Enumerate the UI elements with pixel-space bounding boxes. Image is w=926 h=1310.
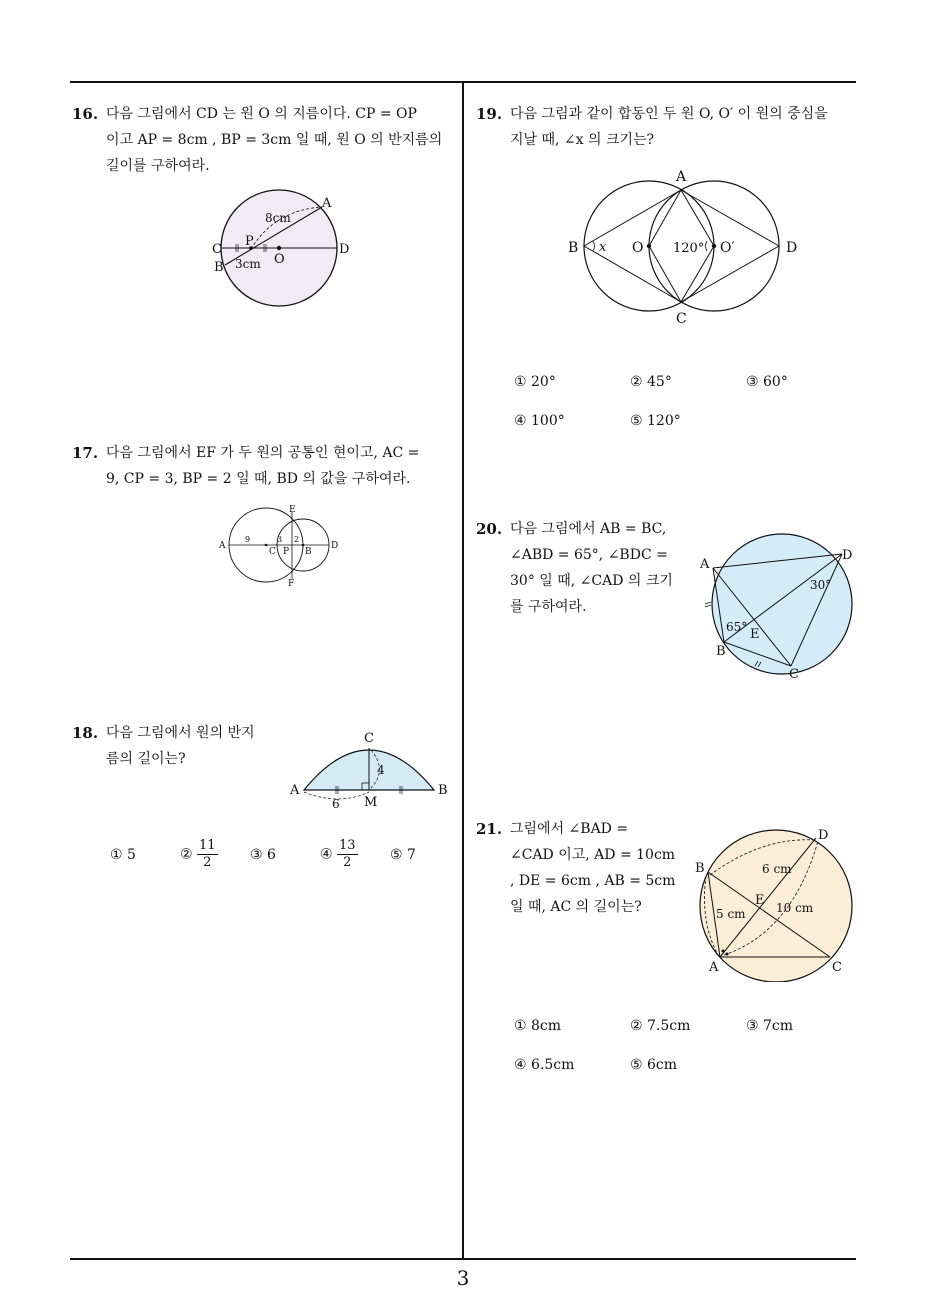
choice-4[interactable]: ④ 100° <box>514 413 565 429</box>
label-c: C <box>832 960 842 975</box>
point-o <box>277 246 281 250</box>
figure-20-inscribed-quadrilateral <box>696 518 861 683</box>
text-line: 9, CP = 3, BP = 2 일 때, BD 의 값을 구하여라. <box>106 471 411 487</box>
fraction: $\frac{13}{2}$ <box>339 838 356 870</box>
label-9: 9 <box>245 535 251 544</box>
label-6: 6 <box>332 797 340 811</box>
text-line: 일 때, AC 의 길이는? <box>510 899 642 915</box>
choice-2[interactable]: ② 7.5cm <box>630 1018 691 1034</box>
bottom-rule <box>70 1258 856 1260</box>
problem-number: 16. <box>72 105 99 123</box>
figure-19-congruent-circles <box>563 164 808 329</box>
text-line: 다음 그림에서 AB = BC, <box>510 521 667 537</box>
label-6cm: 6 cm <box>762 862 792 876</box>
problem-number: 21. <box>476 820 503 838</box>
label-c: C <box>212 242 222 257</box>
label-b: B <box>568 240 579 256</box>
text-line: 30° 일 때, ∠CAD 의 크기 <box>510 573 673 589</box>
choice-2[interactable]: ② $\frac{11}{2}$ <box>180 838 216 870</box>
label-4: 4 <box>377 763 385 777</box>
choice-3[interactable]: ③ 60° <box>746 374 788 390</box>
label-b: B <box>438 783 448 798</box>
text-line: ∠CAD 이고, AD = 10cm <box>510 847 676 863</box>
choice-2[interactable]: ② 45° <box>630 374 672 390</box>
fraction: $\frac{11}{2}$ <box>199 838 216 870</box>
label-d: D <box>331 541 339 551</box>
label-c: C <box>676 311 687 327</box>
label-x: x <box>599 240 607 255</box>
label-65: 65° <box>726 620 748 634</box>
label-30: 30° <box>810 578 832 592</box>
label-d: D <box>786 240 798 256</box>
problem-number: 19. <box>476 105 503 123</box>
label-m: M <box>364 795 378 810</box>
label-b: B <box>305 547 312 557</box>
figure-16-circle-diameter <box>205 185 355 310</box>
label-b: B <box>695 861 705 876</box>
choice-1[interactable]: ① 8cm <box>514 1018 562 1034</box>
choice-4[interactable]: ④ 6.5cm <box>514 1057 575 1073</box>
text-line: 다음 그림에서 원의 반지 <box>106 725 255 741</box>
text-line: , DE = 6cm , AB = 5cm <box>510 873 676 889</box>
label-e: E <box>750 627 760 642</box>
choice-5[interactable]: ⑤ 7 <box>390 847 416 863</box>
text-line: 다음 그림과 같이 합동인 두 원 O, O′ 이 원의 중심을 <box>510 106 828 122</box>
problem-number: 17. <box>72 444 99 462</box>
label-e: E <box>755 893 765 908</box>
choice-5[interactable]: ⑤ 6cm <box>630 1057 678 1073</box>
label-d: D <box>842 548 853 563</box>
text-line: 그림에서 ∠BAD = <box>510 821 629 837</box>
label-c: C <box>269 547 276 557</box>
choice-3[interactable]: ③ 6 <box>250 847 276 863</box>
problem-text <box>106 101 442 179</box>
text-line: 를 구하여라. <box>510 599 587 615</box>
problem-text <box>510 101 828 153</box>
label-o-prime: O′ <box>720 240 735 256</box>
figure-17-intersecting-circles <box>216 500 344 588</box>
text-line: 지날 때, ∠x 의 크기는? <box>510 132 655 148</box>
label-5cm: 5 cm <box>716 907 746 921</box>
label-d: D <box>339 242 350 257</box>
label-a: A <box>700 557 710 572</box>
problem-text <box>510 816 675 920</box>
label-a: A <box>709 960 719 975</box>
figure-18-circular-segment <box>284 726 454 812</box>
choice-1[interactable]: ① 20° <box>514 374 556 390</box>
text-line: 이고 AP = 8cm , BP = 3cm 일 때, 원 O 의 반지름의 <box>106 132 443 148</box>
label-120: 120° <box>673 241 705 256</box>
label-3cm: 3cm <box>235 257 261 271</box>
label-a: A <box>219 541 226 551</box>
text-line: ∠ABD = 65°, ∠BDC = <box>510 547 668 563</box>
text-line: 다음 그림에서 EF 가 두 원의 공통인 현이고, AC = <box>106 445 420 461</box>
label-a: A <box>322 196 332 211</box>
choice-5[interactable]: ⑤ 120° <box>630 413 681 429</box>
label-a: A <box>676 169 687 185</box>
label-d: D <box>818 828 829 843</box>
label-c: C <box>364 731 374 746</box>
page-number: 3 <box>456 1266 470 1290</box>
figure-21-angle-bisector-circle <box>692 822 862 982</box>
label-o: O <box>274 252 285 267</box>
label-3: 3 <box>277 535 283 544</box>
problem-text <box>510 516 673 620</box>
problem-number: 18. <box>72 724 99 742</box>
label-p: P <box>245 234 254 249</box>
label-f: F <box>288 579 295 588</box>
text-line: 길이를 구하여라. <box>106 158 210 174</box>
label-p: P <box>283 547 290 557</box>
label-b: B <box>214 260 224 275</box>
choice-1[interactable]: ① 5 <box>110 847 136 863</box>
label-o: O <box>632 240 644 256</box>
problem-text <box>106 720 255 772</box>
label-a: A <box>290 783 300 798</box>
problem-text <box>106 440 419 492</box>
column-divider <box>462 81 464 1259</box>
label-b: B <box>716 644 726 659</box>
text-line: 름의 길이는? <box>106 751 186 767</box>
choice-4[interactable]: ④ $\frac{13}{2}$ <box>320 838 356 870</box>
label-e: E <box>289 505 296 515</box>
label-2: 2 <box>294 535 300 544</box>
problem-number: 20. <box>476 520 503 538</box>
choice-3[interactable]: ③ 7cm <box>746 1018 794 1034</box>
label-c: C <box>789 667 799 682</box>
label-8cm: 8cm <box>265 211 291 225</box>
label-10cm: 10 cm <box>776 901 814 915</box>
text-line: 다음 그림에서 CD 는 원 O 의 지름이다. CP = OP <box>106 106 417 122</box>
